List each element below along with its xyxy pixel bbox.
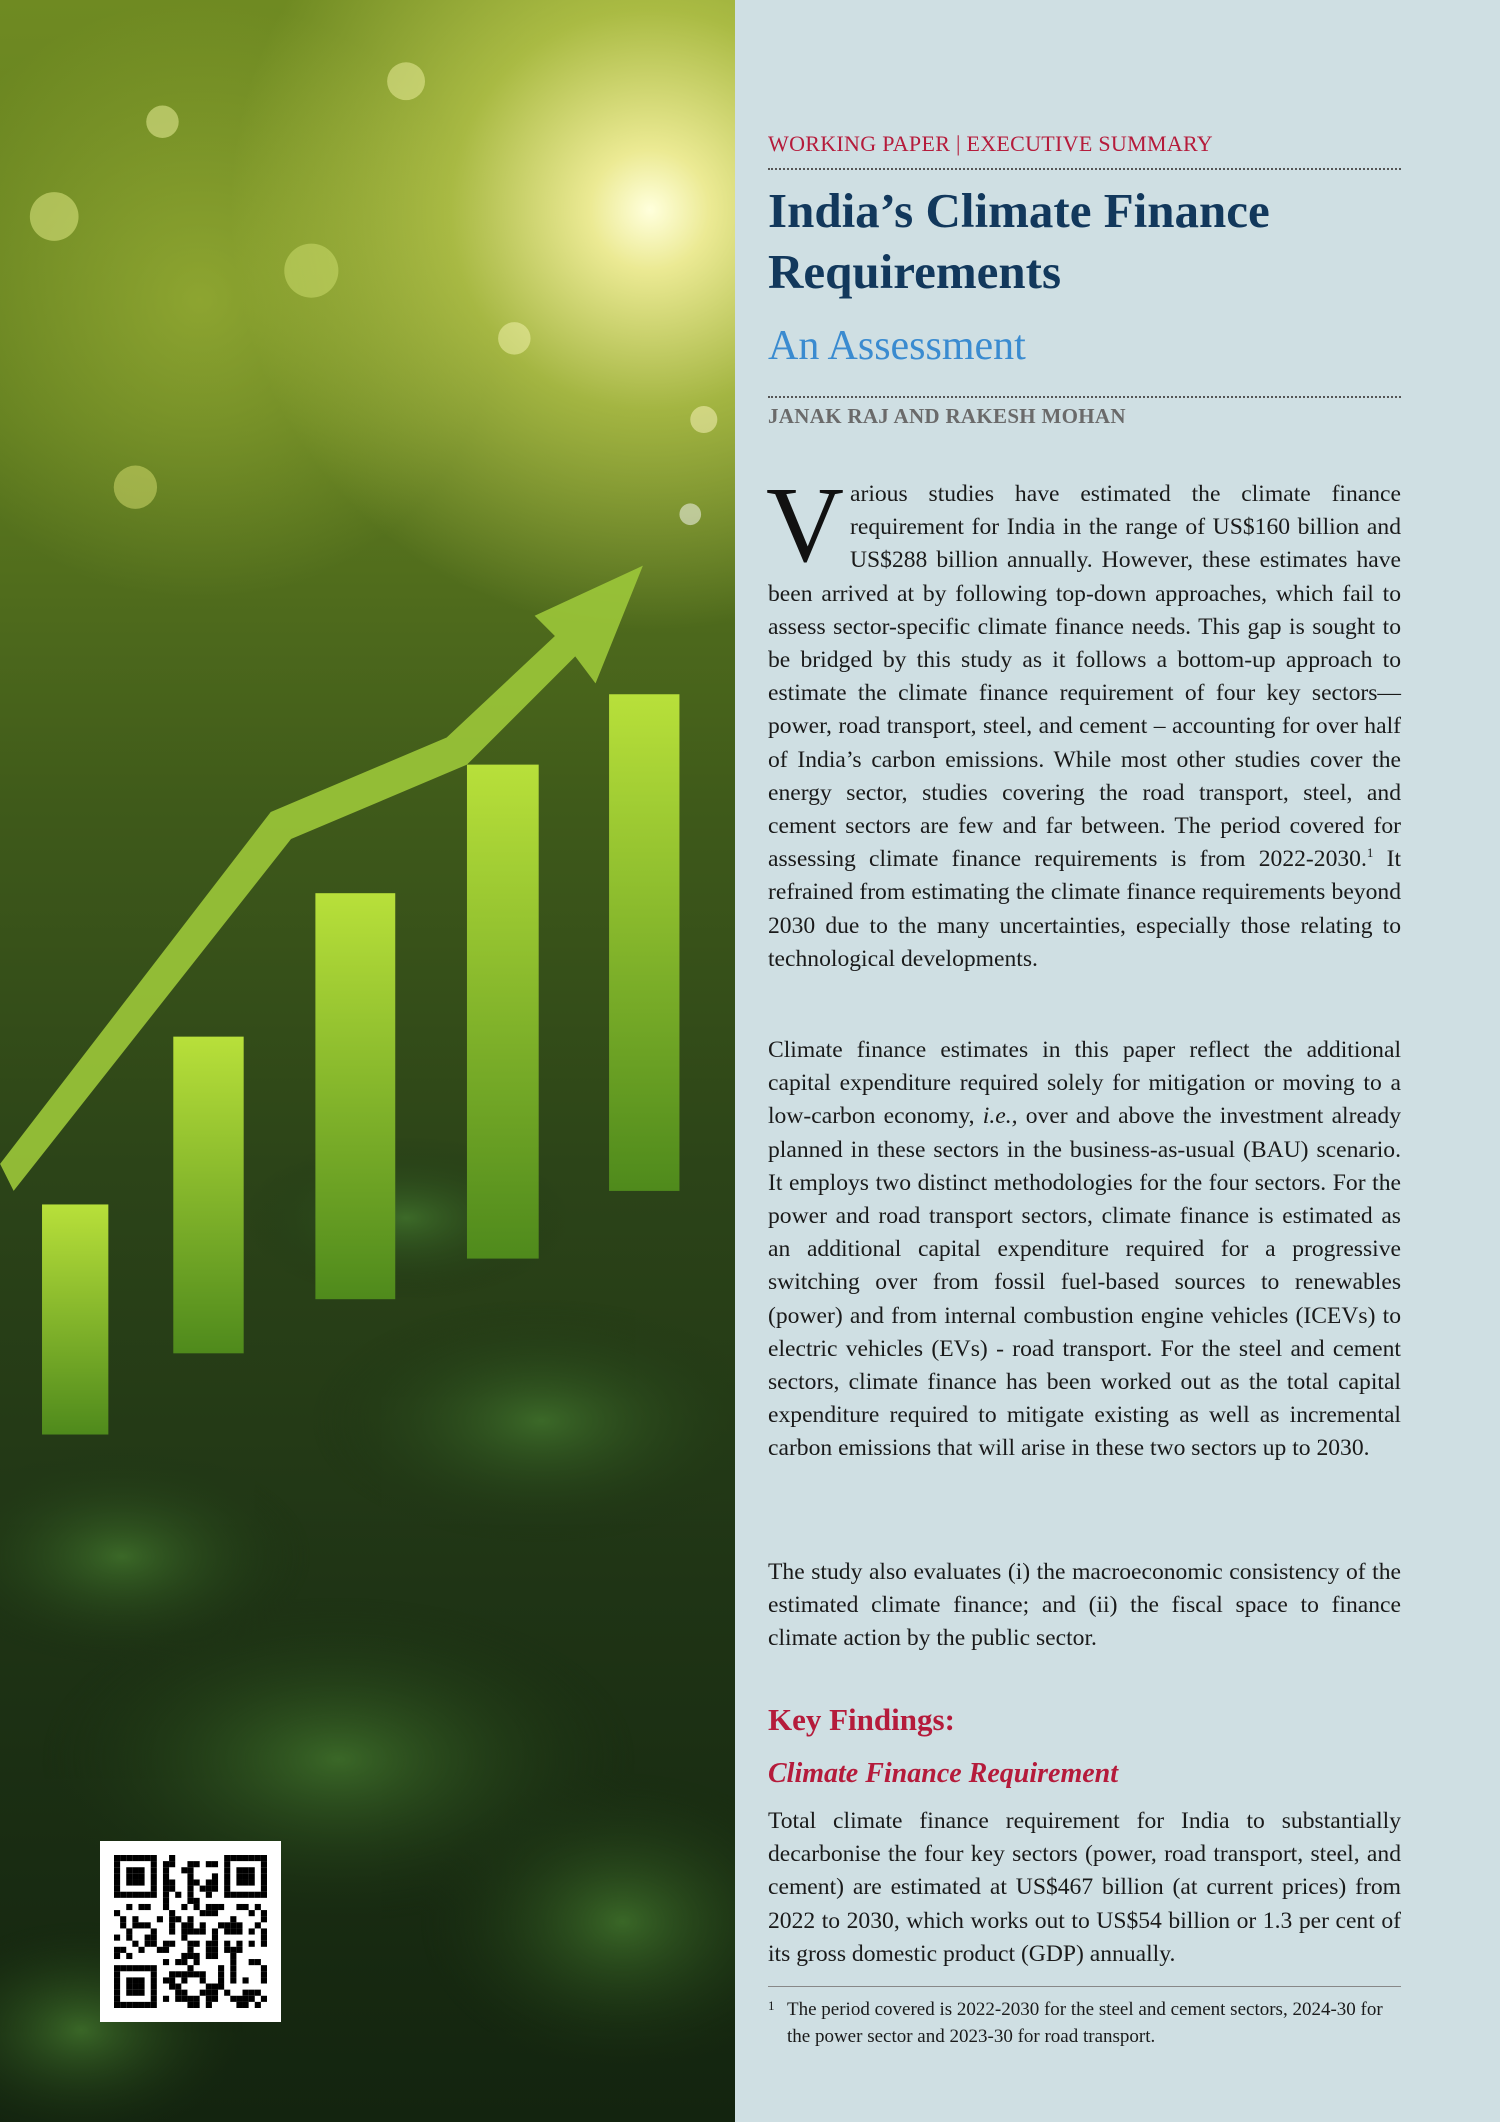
drop-cap: V [766,466,844,585]
footnote-number: 1 [768,1998,775,2013]
paragraph-intro [766,466,1402,976]
qr-code[interactable] [100,1841,281,2022]
key-findings-subheading: Climate Finance Requirement [768,1758,1119,1789]
chart-bar [42,1204,108,1434]
series-label: WORKING PAPER | EXECUTIVE SUMMARY [768,131,1213,156]
page-subtitle: An Assessment [768,323,1026,369]
paragraph-text: The study also evaluates (i) the macroeconomic consistency of the estimated climate finance; and (ii) the fiscal space to finance climate action by the public sector. [768,1559,1401,1652]
bokeh-lights [30,62,717,525]
footnote-divider [768,1986,1401,1987]
chart-bar [467,765,539,1259]
authors: JANAK RAJ AND RAKESH MOHAN [768,404,1126,428]
paragraph-italic: i.e., [982,1103,1018,1130]
growth-chart-illustration [0,0,735,2122]
qr-code-pattern [114,1855,267,2008]
paragraph-method [768,1034,1401,1466]
footnote-ref[interactable]: 1 [1366,845,1374,861]
paragraph-text: Total climate finance requirement for India to substantially decarbonise the four key sectors (power, road transport, steel, and cement) are estimated at US$467 billion (at current prices) from 2022 to 2030, which works out to US$54 billion or 1.3 per cent of its gross domestic product (GDP) annually. [768,1808,1401,1967]
paragraph-text: It refrained from estimating the climate finance requirements beyond 2030 due to the many uncertainties, especially those relating to technological developments. [768,846,1402,972]
key-findings-heading: Key Findings: [768,1702,955,1737]
chart-bar [173,1037,243,1354]
paragraph-text: arious studies have estimated the climate finance requirement for India in the range of US$160 billion and US$288 billion annually. However, these estimates have been arrived at by following top-down approaches, which fail to assess sector-specific climate finance needs. This gap is sought to be bridged by this study as it follows a bottom-up approach to estimate the climate finance requirement of four key sectors—power, road transport, steel, and cement – accounting for over half of India’s carbon emissions. While most other studies cover the energy sector, studies covering the road transport, steel, and cement sectors are few and far between. The period covered for assessing climate finance requirements is from 2022-2030. [768,481,1401,873]
dotted-divider [768,396,1401,398]
chart-bar [315,893,395,1299]
page-title: India’s Climate Finance Requirements [768,183,1270,299]
footnote [768,1996,1401,2050]
paragraph-text: over and above the investment already planned in these sectors in the business-as-usual (BAU) scenario. It employs two distinct methodologies for the four sectors. For the power and road transport sectors, climate finance is estimated as an additional capital expenditure required for a progressive switching over from fossil fuel-based sources to renewables (power) and from internal combustion engine vehicles (ICEVs) to electric vehicles (EVs) - road transport. For the steel and cement sectors, climate finance has been worked out as the total capital expenditure required to mitigate existing as well as incremental carbon emissions that will arise in these two sectors up to 2030. [768,1103,1401,1462]
paragraph-key-finding [768,1805,1401,1971]
paragraph-text: Climate finance estimates in this paper reflect the additional capital expenditure required solely for mitigation or moving to a low-carbon economy, [768,1037,1401,1130]
chart-bar [609,694,679,1191]
dotted-divider [768,168,1401,170]
cover-image [0,0,735,2122]
footnote-text: The period covered is 2022-2030 for the steel and cement sectors, 2024-30 for the power sector and 2023-30 for road transport. [787,1999,1383,2047]
paragraph-evaluation [768,1556,1401,1656]
